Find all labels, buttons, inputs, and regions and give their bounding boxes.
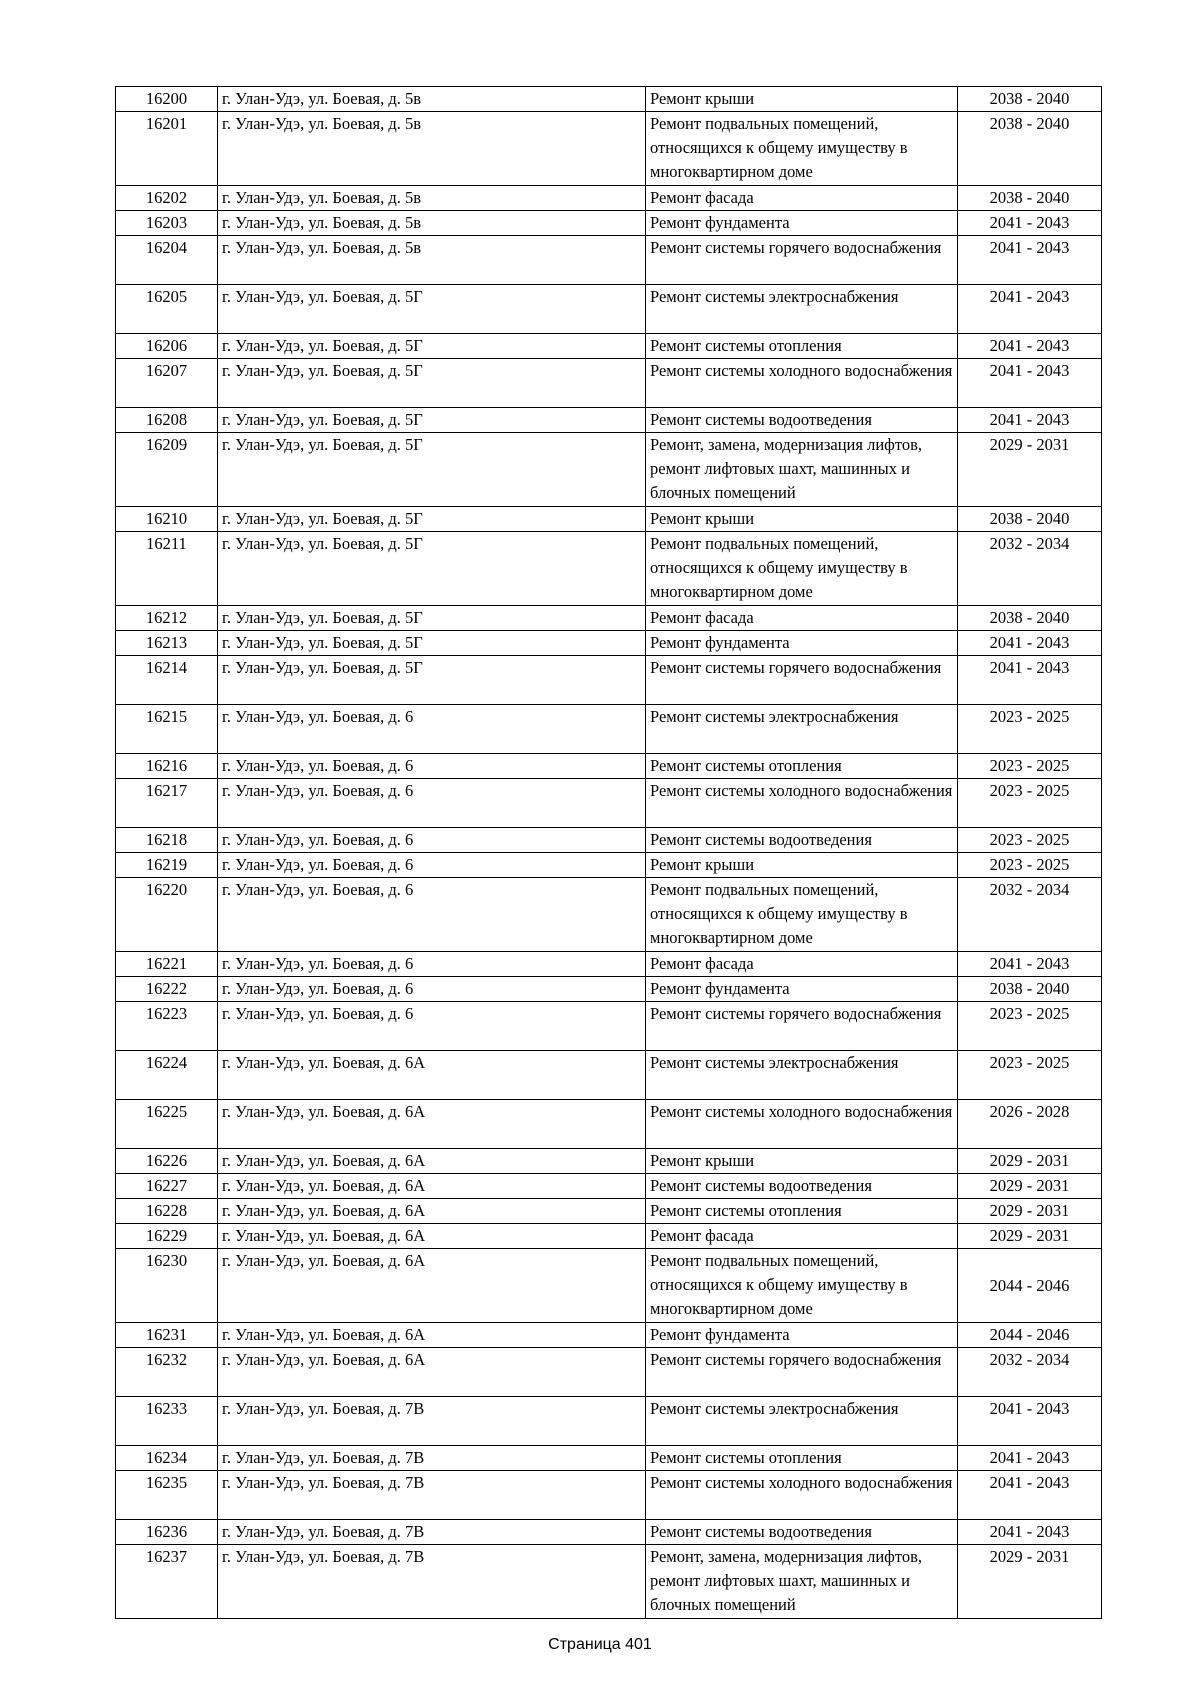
row-number-cell: 16215 <box>116 705 218 754</box>
work-type-cell: Ремонт крыши <box>646 1149 958 1174</box>
period-cell: 2038 - 2040 <box>958 186 1102 211</box>
table-row <box>116 779 1102 828</box>
period-cell: 2032 - 2034 <box>958 1348 1102 1397</box>
table-row <box>116 1100 1102 1149</box>
work-type-cell: Ремонт системы холодного водоснабжения <box>646 1471 958 1520</box>
period-cell: 2032 - 2034 <box>958 532 1102 606</box>
row-number-cell: 16213 <box>116 631 218 656</box>
table-row <box>116 359 1102 408</box>
address-cell: г. Улан-Удэ, ул. Боевая, д. 7В <box>218 1545 646 1619</box>
table-row <box>116 1323 1102 1348</box>
work-type-cell: Ремонт системы холодного водоснабжения <box>646 359 958 408</box>
address-cell: г. Улан-Удэ, ул. Боевая, д. 6А <box>218 1249 646 1323</box>
work-type-cell: Ремонт, замена, модернизация лифтов, ремонт лифтовых шахт, машинных и блочных помещений <box>646 433 958 507</box>
period-cell: 2041 - 2043 <box>958 1471 1102 1520</box>
work-type-cell: Ремонт крыши <box>646 507 958 532</box>
work-type-cell: Ремонт фасада <box>646 606 958 631</box>
work-type-cell: Ремонт подвальных помещений, относящихся к общему имуществу в многоквартирном доме <box>646 112 958 186</box>
work-type-cell: Ремонт системы отопления <box>646 1446 958 1471</box>
period-cell: 2023 - 2025 <box>958 1051 1102 1100</box>
work-type-cell: Ремонт крыши <box>646 87 958 112</box>
table-row <box>116 1545 1102 1619</box>
work-type-cell: Ремонт системы электроснабжения <box>646 705 958 754</box>
row-number-cell: 16212 <box>116 606 218 631</box>
period-cell: 2023 - 2025 <box>958 705 1102 754</box>
address-cell: г. Улан-Удэ, ул. Боевая, д. 5Г <box>218 433 646 507</box>
period-cell: 2026 - 2028 <box>958 1100 1102 1149</box>
address-cell: г. Улан-Удэ, ул. Боевая, д. 6 <box>218 1002 646 1051</box>
works-table <box>115 86 1102 1619</box>
work-type-cell: Ремонт фасада <box>646 1224 958 1249</box>
period-cell: 2041 - 2043 <box>958 211 1102 236</box>
row-number-cell: 16207 <box>116 359 218 408</box>
address-cell: г. Улан-Удэ, ул. Боевая, д. 5Г <box>218 631 646 656</box>
table-row <box>116 705 1102 754</box>
work-type-cell: Ремонт системы отопления <box>646 334 958 359</box>
row-number-cell: 16218 <box>116 828 218 853</box>
period-cell: 2041 - 2043 <box>958 631 1102 656</box>
address-cell: г. Улан-Удэ, ул. Боевая, д. 5Г <box>218 359 646 408</box>
page-number: Страница 401 <box>548 1636 652 1653</box>
address-cell: г. Улан-Удэ, ул. Боевая, д. 6 <box>218 705 646 754</box>
work-type-cell: Ремонт фундамента <box>646 1323 958 1348</box>
row-number-cell: 16230 <box>116 1249 218 1323</box>
row-number-cell: 16217 <box>116 779 218 828</box>
work-type-cell: Ремонт системы водоотведения <box>646 1174 958 1199</box>
address-cell: г. Улан-Удэ, ул. Боевая, д. 5в <box>218 211 646 236</box>
work-type-cell: Ремонт системы электроснабжения <box>646 1051 958 1100</box>
table-row <box>116 1520 1102 1545</box>
table-row <box>116 1149 1102 1174</box>
table-row <box>116 631 1102 656</box>
period-cell: 2044 - 2046 <box>958 1249 1102 1323</box>
table-row <box>116 1397 1102 1446</box>
address-cell: г. Улан-Удэ, ул. Боевая, д. 6А <box>218 1224 646 1249</box>
address-cell: г. Улан-Удэ, ул. Боевая, д. 6 <box>218 754 646 779</box>
work-type-cell: Ремонт системы отопления <box>646 754 958 779</box>
row-number-cell: 16200 <box>116 87 218 112</box>
work-type-cell: Ремонт подвальных помещений, относящихся к общему имуществу в многоквартирном доме <box>646 532 958 606</box>
table-row <box>116 1348 1102 1397</box>
table-row <box>116 952 1102 977</box>
period-cell: 2038 - 2040 <box>958 507 1102 532</box>
row-number-cell: 16232 <box>116 1348 218 1397</box>
period-cell: 2038 - 2040 <box>958 112 1102 186</box>
work-type-cell: Ремонт подвальных помещений, относящихся к общему имуществу в многоквартирном доме <box>646 878 958 952</box>
work-type-cell: Ремонт системы горячего водоснабжения <box>646 656 958 705</box>
address-cell: г. Улан-Удэ, ул. Боевая, д. 6А <box>218 1199 646 1224</box>
work-type-cell: Ремонт системы электроснабжения <box>646 1397 958 1446</box>
row-number-cell: 16228 <box>116 1199 218 1224</box>
work-type-cell: Ремонт фасада <box>646 952 958 977</box>
row-number-cell: 16220 <box>116 878 218 952</box>
period-cell: 2023 - 2025 <box>958 828 1102 853</box>
period-cell: 2032 - 2034 <box>958 878 1102 952</box>
address-cell: г. Улан-Удэ, ул. Боевая, д. 6 <box>218 779 646 828</box>
period-cell: 2041 - 2043 <box>958 359 1102 408</box>
row-number-cell: 16214 <box>116 656 218 705</box>
table-row <box>116 1051 1102 1100</box>
period-cell: 2029 - 2031 <box>958 433 1102 507</box>
address-cell: г. Улан-Удэ, ул. Боевая, д. 6А <box>218 1051 646 1100</box>
work-type-cell: Ремонт системы водоотведения <box>646 1520 958 1545</box>
row-number-cell: 16224 <box>116 1051 218 1100</box>
address-cell: г. Улан-Удэ, ул. Боевая, д. 5Г <box>218 532 646 606</box>
address-cell: г. Улан-Удэ, ул. Боевая, д. 7В <box>218 1397 646 1446</box>
table-row <box>116 1002 1102 1051</box>
work-type-cell: Ремонт системы отопления <box>646 1199 958 1224</box>
row-number-cell: 16233 <box>116 1397 218 1446</box>
table-row <box>116 285 1102 334</box>
row-number-cell: 16211 <box>116 532 218 606</box>
table-row <box>116 878 1102 952</box>
address-cell: г. Улан-Удэ, ул. Боевая, д. 5в <box>218 112 646 186</box>
period-cell: 2029 - 2031 <box>958 1174 1102 1199</box>
work-type-cell: Ремонт системы холодного водоснабжения <box>646 1100 958 1149</box>
period-cell: 2029 - 2031 <box>958 1545 1102 1619</box>
address-cell: г. Улан-Удэ, ул. Боевая, д. 5Г <box>218 334 646 359</box>
work-type-cell: Ремонт крыши <box>646 853 958 878</box>
table-row <box>116 1199 1102 1224</box>
period-cell: 2041 - 2043 <box>958 408 1102 433</box>
period-cell: 2041 - 2043 <box>958 1520 1102 1545</box>
address-cell: г. Улан-Удэ, ул. Боевая, д. 5в <box>218 87 646 112</box>
work-type-cell: Ремонт подвальных помещений, относящихся к общему имуществу в многоквартирном доме <box>646 1249 958 1323</box>
row-number-cell: 16222 <box>116 977 218 1002</box>
work-type-cell: Ремонт системы водоотведения <box>646 828 958 853</box>
work-type-cell: Ремонт системы холодного водоснабжения <box>646 779 958 828</box>
table-row <box>116 532 1102 606</box>
address-cell: г. Улан-Удэ, ул. Боевая, д. 6 <box>218 878 646 952</box>
table-row <box>116 1471 1102 1520</box>
address-cell: г. Улан-Удэ, ул. Боевая, д. 7В <box>218 1471 646 1520</box>
row-number-cell: 16210 <box>116 507 218 532</box>
table-row <box>116 112 1102 186</box>
work-type-cell: Ремонт системы водоотведения <box>646 408 958 433</box>
table-row <box>116 1249 1102 1323</box>
table-row <box>116 1224 1102 1249</box>
table-row <box>116 1174 1102 1199</box>
address-cell: г. Улан-Удэ, ул. Боевая, д. 6А <box>218 1174 646 1199</box>
work-type-cell: Ремонт фундамента <box>646 977 958 1002</box>
address-cell: г. Улан-Удэ, ул. Боевая, д. 6 <box>218 853 646 878</box>
period-cell: 2041 - 2043 <box>958 952 1102 977</box>
table-row <box>116 408 1102 433</box>
row-number-cell: 16209 <box>116 433 218 507</box>
address-cell: г. Улан-Удэ, ул. Боевая, д. 5Г <box>218 606 646 631</box>
row-number-cell: 16227 <box>116 1174 218 1199</box>
table-row <box>116 211 1102 236</box>
period-cell: 2041 - 2043 <box>958 656 1102 705</box>
period-cell: 2023 - 2025 <box>958 1002 1102 1051</box>
address-cell: г. Улан-Удэ, ул. Боевая, д. 5Г <box>218 285 646 334</box>
table-row <box>116 977 1102 1002</box>
row-number-cell: 16216 <box>116 754 218 779</box>
table-row <box>116 334 1102 359</box>
work-type-cell: Ремонт системы горячего водоснабжения <box>646 1002 958 1051</box>
row-number-cell: 16237 <box>116 1545 218 1619</box>
period-cell: 2041 - 2043 <box>958 1446 1102 1471</box>
period-cell: 2038 - 2040 <box>958 977 1102 1002</box>
work-type-cell: Ремонт фасада <box>646 186 958 211</box>
period-cell: 2023 - 2025 <box>958 779 1102 828</box>
address-cell: г. Улан-Удэ, ул. Боевая, д. 5Г <box>218 408 646 433</box>
table-row <box>116 236 1102 285</box>
address-cell: г. Улан-Удэ, ул. Боевая, д. 5в <box>218 186 646 211</box>
address-cell: г. Улан-Удэ, ул. Боевая, д. 6А <box>218 1348 646 1397</box>
address-cell: г. Улан-Удэ, ул. Боевая, д. 5в <box>218 236 646 285</box>
address-cell: г. Улан-Удэ, ул. Боевая, д. 7В <box>218 1520 646 1545</box>
row-number-cell: 16206 <box>116 334 218 359</box>
row-number-cell: 16234 <box>116 1446 218 1471</box>
period-cell: 2029 - 2031 <box>958 1224 1102 1249</box>
period-cell: 2041 - 2043 <box>958 236 1102 285</box>
table-row <box>116 433 1102 507</box>
period-cell: 2041 - 2043 <box>958 1397 1102 1446</box>
period-cell: 2029 - 2031 <box>958 1149 1102 1174</box>
row-number-cell: 16221 <box>116 952 218 977</box>
work-type-cell: Ремонт системы горячего водоснабжения <box>646 236 958 285</box>
row-number-cell: 16204 <box>116 236 218 285</box>
address-cell: г. Улан-Удэ, ул. Боевая, д. 6А <box>218 1323 646 1348</box>
work-type-cell: Ремонт, замена, модернизация лифтов, ремонт лифтовых шахт, машинных и блочных помещений <box>646 1545 958 1619</box>
work-type-cell: Ремонт системы горячего водоснабжения <box>646 1348 958 1397</box>
period-cell: 2038 - 2040 <box>958 87 1102 112</box>
period-cell: 2041 - 2043 <box>958 334 1102 359</box>
period-cell: 2044 - 2046 <box>958 1323 1102 1348</box>
row-number-cell: 16205 <box>116 285 218 334</box>
period-cell: 2038 - 2040 <box>958 606 1102 631</box>
row-number-cell: 16223 <box>116 1002 218 1051</box>
address-cell: г. Улан-Удэ, ул. Боевая, д. 6А <box>218 1100 646 1149</box>
address-cell: г. Улан-Удэ, ул. Боевая, д. 6 <box>218 828 646 853</box>
table-row <box>116 1446 1102 1471</box>
address-cell: г. Улан-Удэ, ул. Боевая, д. 6 <box>218 977 646 1002</box>
period-cell: 2041 - 2043 <box>958 285 1102 334</box>
row-number-cell: 16201 <box>116 112 218 186</box>
table-row <box>116 606 1102 631</box>
row-number-cell: 16229 <box>116 1224 218 1249</box>
row-number-cell: 16226 <box>116 1149 218 1174</box>
period-cell: 2029 - 2031 <box>958 1199 1102 1224</box>
row-number-cell: 16231 <box>116 1323 218 1348</box>
row-number-cell: 16236 <box>116 1520 218 1545</box>
row-number-cell: 16202 <box>116 186 218 211</box>
row-number-cell: 16203 <box>116 211 218 236</box>
table-row <box>116 754 1102 779</box>
row-number-cell: 16225 <box>116 1100 218 1149</box>
table-row <box>116 186 1102 211</box>
table-row <box>116 828 1102 853</box>
table-row <box>116 507 1102 532</box>
period-cell: 2023 - 2025 <box>958 853 1102 878</box>
period-cell: 2023 - 2025 <box>958 754 1102 779</box>
table-row <box>116 87 1102 112</box>
row-number-cell: 16235 <box>116 1471 218 1520</box>
work-type-cell: Ремонт фундамента <box>646 631 958 656</box>
table-row <box>116 656 1102 705</box>
address-cell: г. Улан-Удэ, ул. Боевая, д. 5Г <box>218 507 646 532</box>
address-cell: г. Улан-Удэ, ул. Боевая, д. 6А <box>218 1149 646 1174</box>
table-body <box>116 87 1102 1619</box>
work-type-cell: Ремонт системы электроснабжения <box>646 285 958 334</box>
row-number-cell: 16208 <box>116 408 218 433</box>
work-type-cell: Ремонт фундамента <box>646 211 958 236</box>
address-cell: г. Улан-Удэ, ул. Боевая, д. 7В <box>218 1446 646 1471</box>
address-cell: г. Улан-Удэ, ул. Боевая, д. 5Г <box>218 656 646 705</box>
row-number-cell: 16219 <box>116 853 218 878</box>
address-cell: г. Улан-Удэ, ул. Боевая, д. 6 <box>218 952 646 977</box>
table-row <box>116 853 1102 878</box>
